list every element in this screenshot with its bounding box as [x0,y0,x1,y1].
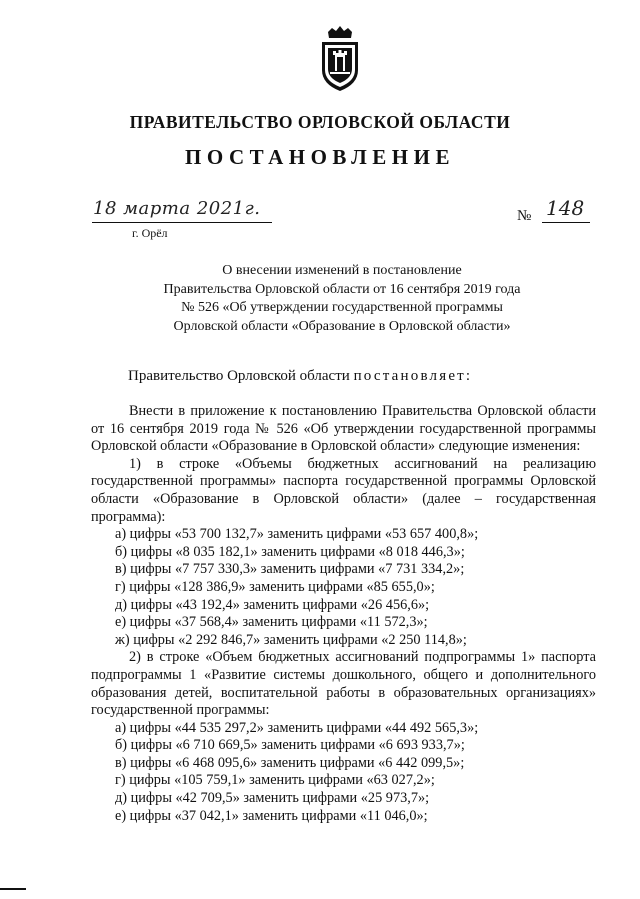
handwritten-date: 18 марта 2021г. [93,198,261,219]
clause-1-subitem: г) цифры «128 386,9» заменить цифрами «85 655,0»; [115,578,435,595]
lead-paragraph: Внести в приложение к постановлению Правительства Орловской области от 16 сентября 2019 года № 526 «Об утверждении государственной программы Орловской области «Образование в Орловской области» следующие изменения: [91,403,596,455]
city-label: г. Орёл [132,226,168,240]
number-label: № [517,208,532,224]
date-underline [92,222,272,223]
subject-line: Правительства Орловской области от 16 сентября 2019 года [163,281,521,297]
subject-line: № 526 «Об утверждении государственной программы [181,300,503,315]
clause-2-subitem: г) цифры «105 759,1» заменить цифрами «63 027,2»; [115,772,435,789]
clause-2-subitem: б) цифры «6 710 669,5» заменить цифрами «6 693 933,7»; [115,737,465,754]
clause-1-subitem: б) цифры «8 035 182,1» заменить цифрами «8 018 446,3»; [115,543,465,560]
margin-mark [0,888,26,890]
clause-2-subitem: а) цифры «44 535 297,2» заменить цифрами «44 492 565,3»; [115,719,479,736]
clause-2: 2) в строке «Объем бюджетных ассигнований подпрограммы 1» паспорта подпрограммы 1 «Развитие системы дошкольного, общего и дополнительного образования детей, воспитательной работы в образовательных организациях» государственной программы: [91,649,596,719]
intro-prefix: Правительство Орловской области [128,368,350,384]
document-subject [100,262,584,336]
clause-1-subitem: а) цифры «53 700 132,7» заменить цифрами «53 657 400,8»; [115,526,479,543]
clause-2-subitem: в) цифры «6 468 095,6» заменить цифрами «6 442 099,5»; [115,754,465,771]
clause-1-subitem: в) цифры «7 757 330,3» заменить цифрами «7 731 334,2»; [115,561,465,578]
document-type: ПОСТАНОВЛЕНИЕ [185,145,455,169]
document-body [91,403,596,825]
organization-name: ПРАВИТЕЛЬСТВО ОРЛОВСКОЙ ОБЛАСТИ [129,112,511,132]
subject-line: Орловской области «Образование в Орловской области» [173,318,511,334]
orel-oblast-coat-of-arms-icon [320,26,360,92]
clause-1-subitem: д) цифры «43 192,4» заменить цифрами «26 456,6»; [115,596,430,613]
number-underline [542,222,590,223]
handwritten-number: 148 [546,196,585,220]
clause-2-subitem: е) цифры «37 042,1» заменить цифрами «11 046,0»; [115,807,428,824]
subject-line: О внесении изменений в постановление [222,263,462,278]
intro-decree-word: постановляет: [353,368,473,384]
clause-1: 1) в строке «Объемы бюджетных ассигнований на реализацию государственной программы» паспорта государственной программы Орловской области «Образование в Орловской области» (далее – государственная программа): [91,455,596,525]
clause-1-subitem: е) цифры «37 568,4» заменить цифрами «11 572,3»; [115,614,428,631]
resolution-intro [128,368,472,385]
clause-2-subitem: д) цифры «42 709,5» заменить цифрами «25 973,7»; [115,790,430,807]
clause-1-subitem: ж) цифры «2 292 846,7» заменить цифрами «2 250 114,8»; [115,631,467,648]
